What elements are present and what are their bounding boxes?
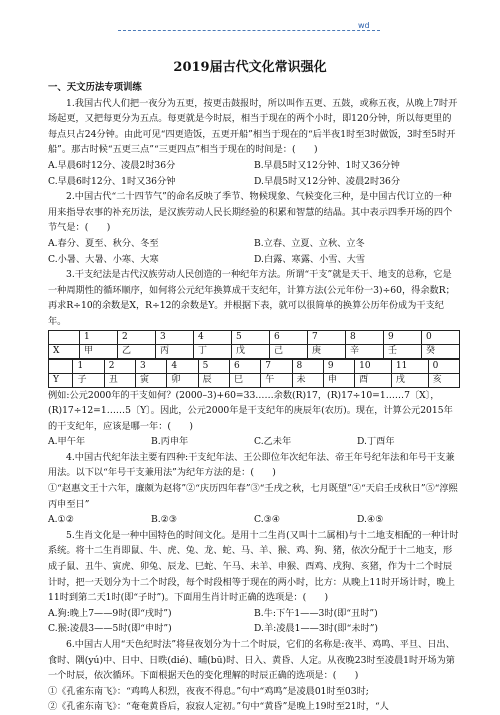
option-c: C.小暑、大暑、小寒、大寒: [48, 253, 159, 265]
document-body: [48, 80, 460, 715]
question-3-stem: 3.干支纪法是古代汉族劳动人民创造的一种纪年方法。所谓“干支”就是天干、地支的总称，它是一种周期性的循环顺序，如何将公元纪年换算成干支纪年，计算方法(公元年份一3)÷60，得余数R；再求R÷10的余数是X，R÷12的余数是Y。并根据下表，就可以很简单的换算公历年份成为干支纪年。: [48, 269, 455, 327]
table-cell: 庚: [307, 344, 345, 358]
table-cell: 8: [292, 359, 323, 373]
question-3-example: 例如:公元2000年的干支如何？(2000–3)+60=33……余数(R)17，(R)17÷10=1……7〔X〕，(R)17÷12=1……5〔Y〕。因此，公元2000年是干支纪年的庚辰年(农历)。现在，计算公元2015年的干支纪年，应该是哪一年：( ): [48, 389, 453, 432]
table-cell: 丑: [104, 373, 135, 387]
table-cell: 午: [261, 373, 292, 387]
table-row: [49, 373, 460, 387]
table-cell: 辛: [345, 344, 383, 358]
table-cell: 2: [117, 330, 155, 344]
question-3-options: [48, 434, 460, 450]
question-6-item: ①《孔雀东南飞》：“鸡鸣人积烈，夜夜不得息。”句中“鸡鸣”是凌晨01时至03时;: [48, 685, 369, 697]
question-1-options: [48, 174, 460, 190]
option-b: B.早晨5时又12分钟、1时又36分钟: [254, 159, 400, 171]
table-cell: 寅: [136, 373, 167, 387]
question-2-options: [48, 236, 460, 252]
table-cell: 亥: [428, 373, 459, 387]
table-cell: 5: [198, 359, 229, 373]
page-title: 2019届古代文化常识强化: [173, 60, 327, 75]
table-cell: Y: [49, 373, 73, 387]
table-row: [49, 359, 460, 373]
table-cell: 申: [323, 373, 354, 387]
section-heading: 一、天文历法专项训练: [48, 82, 142, 93]
option-b: B.丙申年: [151, 436, 189, 448]
question-1-options: [48, 158, 460, 174]
option-d: D.④⑤: [357, 514, 384, 526]
question-6-item: ②《孔雀东南飞》：“奄奄黄昏后，寂寂人定初。”句中“黄昏”是晚上19时至21时，“人: [48, 701, 389, 713]
table-cell: X: [49, 344, 80, 358]
question-5-options: [48, 606, 460, 622]
table-cell: 8: [345, 330, 383, 344]
table-cell: 1: [73, 359, 104, 373]
table-cell: 10: [355, 359, 392, 373]
table-row: [49, 344, 460, 358]
option-c: C.早晨6时12分、1时又36分钟: [48, 175, 176, 187]
table-cell: 戊: [231, 344, 269, 358]
table-cell: 戌: [391, 373, 428, 387]
table-cell: 6: [229, 359, 260, 373]
option-a: A.春分、夏至、秋分、冬至: [48, 237, 159, 249]
table-cell: [49, 330, 80, 344]
table-cell: 己: [269, 344, 307, 358]
table-cell: 4: [167, 359, 198, 373]
table-cell: 乙: [117, 344, 155, 358]
question-2-options: [48, 252, 460, 268]
table-cell: 3: [136, 359, 167, 373]
table-cell: 11: [391, 359, 428, 373]
ganzhi-table-zhi: [48, 359, 460, 388]
option-a: A.甲午年: [48, 436, 86, 448]
option-d: D.早晨5时又12分钟、凌晨2时36分: [254, 175, 401, 187]
question-4-stem: 4.中国古代纪年法主要有四种:干支纪年法、王公即位年次纪年法、帝王年号纪年法和年号干支兼用法。以下以“年号干支兼用法”为纪年方法的是：( ): [48, 451, 455, 479]
option-a: A.狗:晚上7——9时(即“戌时”): [48, 607, 172, 619]
option-c: C.猴:凌晨3——5时(即“申时”): [48, 623, 172, 635]
option-b: B.②③: [151, 514, 178, 526]
question-2-stem: 2.中国古代“二十四节气”的命名反映了季节、物候现象、气候变化三种，是中国古代订立的一种用来指导农事的补充历法，是汉族劳动人民长期经验的积累和智慧的结晶。其中表示四季开场的四个节气是：( ): [48, 191, 453, 234]
table-cell: 9: [323, 359, 354, 373]
table-cell: 0: [428, 359, 459, 373]
table-cell: 7: [261, 359, 292, 373]
ganzhi-table: [48, 330, 460, 359]
question-5-stem: 5.生肖文化是一种中国特色的时间文化。是用十二生肖(又叫十二属相)与十二地支相配的一种计时系统。将十二生肖即鼠、牛、虎、兔、龙、蛇、马、羊、猴、鸡、狗、猪，依次分配于十二地支，形成子鼠、丑牛、寅虎、卯兔、辰龙、巳蛇、午马、未羊、申猴、酉鸡、戌狗、亥猪，作为十二个时辰计时，把一天划分为十二个时段，每个时段相等于现在的两小时，比方：从晚上11时开场计时，晚上11时到第二天1时(即“子时”)。下面用生肖计时正确的选项是：( ): [48, 529, 459, 604]
question-1-stem: 1.我国古代人们把一夜分为五更，按更击鼓报时，所以叫作五更、五鼓，或称五夜，从晚上7时开场起更，又把每更分为五点。每更就是今时辰，相当于现在的两个小时，即120分钟，所以每更里的每点只占24分钟。由此可见“四更造饭，五更开船”相当于现在的“后半夜1时至3时做饭，3时至5时开船”。那古时候“五更三点”“三更四点”相当于现在的时间是：( ): [48, 97, 458, 156]
table-cell: 4: [193, 330, 231, 344]
table-cell: 未: [292, 373, 323, 387]
table-cell: 丁: [193, 344, 231, 358]
table-cell: 丙: [155, 344, 193, 358]
option-d: D.羊:凌晨1——3时(即“未时”): [254, 623, 378, 635]
table-cell: 7: [307, 330, 345, 344]
option-d: D.白露、寒露、小雪、大雪: [254, 253, 366, 265]
option-a: A.早晨6时12分、凌晨2时36分: [48, 159, 176, 171]
table-cell: 酉: [355, 373, 392, 387]
table-cell: 1: [79, 330, 117, 344]
header-dashed-line: [118, 30, 380, 31]
option-b: B.立春、立夏、立秋、立冬: [254, 237, 365, 249]
table-cell: 卯: [167, 373, 198, 387]
table-cell: 子: [73, 373, 104, 387]
table-cell: 3: [155, 330, 193, 344]
table-cell: 6: [269, 330, 307, 344]
header-mark: wd: [358, 21, 370, 30]
table-cell: 9: [383, 330, 421, 344]
table-cell: 壬: [383, 344, 421, 358]
table-cell: 巳: [229, 373, 260, 387]
table-cell: 辰: [198, 373, 229, 387]
option-b: B.牛:下午1——3时(即“丑时”): [254, 607, 378, 619]
table-row: [49, 330, 460, 344]
option-d: D.丁酉年: [357, 436, 395, 448]
option-a: A.①②: [48, 514, 75, 526]
table-cell: [49, 359, 73, 373]
question-4-options: [48, 512, 460, 528]
table-cell: 0: [421, 330, 459, 344]
table-cell: 2: [104, 359, 135, 373]
question-4-items: ①“赵惠文王十六年，廉颇为赵将”②“庆历四年春”③“壬戌之秋，七月既望”④“天启壬戌秋日”⑤“淳熙丙申至日”: [48, 483, 458, 510]
question-5-options: [48, 621, 460, 637]
question-6-stem: 6.中国古人用“天色纪时法”将昼夜划分为十二个时辰，它们的名称是:夜半、鸡鸣、平旦、日出、食时、隅(yú)中、日中、日昳(dié)、晡(bū)时、日入、黄昏、人定。从夜晚23时至凌晨1时开场为第一个时辰，依次循环。下面根据天色的变化理解的时辰正确的选项是：( ): [48, 639, 455, 682]
option-c: C.乙未年: [254, 436, 292, 448]
table-cell: 癸: [421, 344, 459, 358]
table-cell: 甲: [79, 344, 117, 358]
table-cell: 5: [231, 330, 269, 344]
option-c: C.③④: [254, 514, 281, 526]
